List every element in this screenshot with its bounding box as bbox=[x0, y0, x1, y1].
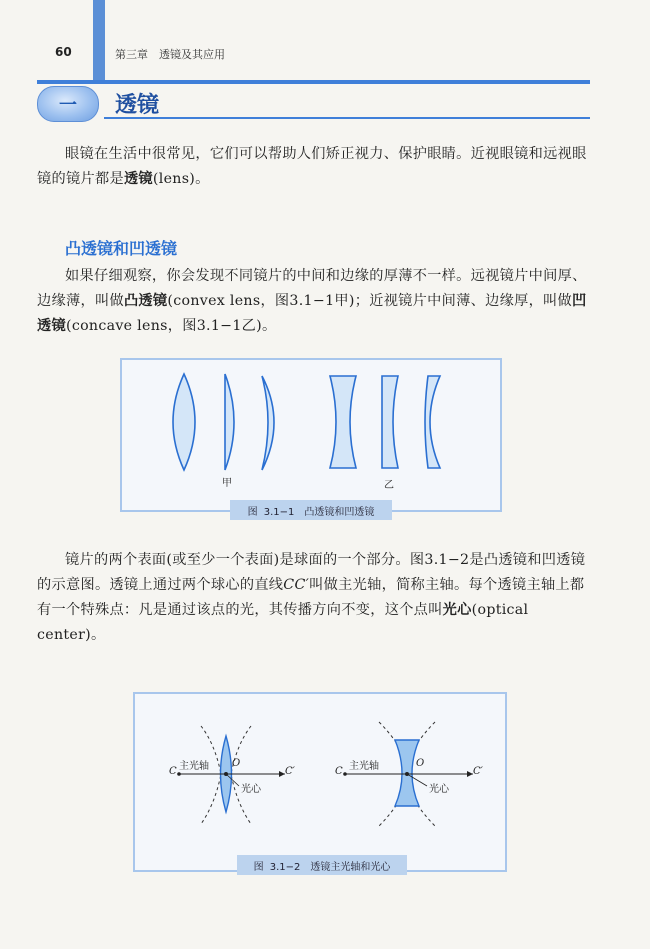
concave-lens-diagram bbox=[343, 722, 473, 826]
figure-optical-axis bbox=[133, 692, 507, 872]
left-c-prime-label: C′ bbox=[285, 766, 295, 777]
term-lens: 透镜 bbox=[123, 171, 153, 187]
plano-convex-lens-shape bbox=[225, 374, 234, 470]
term-optical-center: 光心 bbox=[442, 602, 472, 618]
right-o-label: O bbox=[416, 758, 425, 769]
meniscus-convex-lens-shape bbox=[262, 376, 274, 470]
right-c-prime-label: C′ bbox=[473, 766, 483, 777]
right-c-label: C bbox=[335, 766, 343, 777]
optical-axis-diagram bbox=[135, 694, 505, 870]
lens-shapes-diagram bbox=[122, 360, 500, 510]
subsection-title: 凸透镜和凹透镜 bbox=[65, 239, 178, 258]
intro-text-1: 眼镜在生活中很常见，它们可以帮助人们矫正视力、保护眼睛。近视眼镜和远视眼镜的镜片都是 bbox=[37, 146, 587, 187]
left-axis-label: 主光轴 bbox=[179, 761, 209, 772]
para2-text-3: (concave lens，图3.1−1乙)。 bbox=[65, 318, 277, 334]
figure1-caption: 图 3.1−1 凸透镜和凹透镜 bbox=[230, 500, 392, 520]
label-yi: 乙 bbox=[384, 480, 394, 491]
lens-types-paragraph bbox=[37, 264, 595, 339]
left-center-label: 光心 bbox=[241, 784, 261, 795]
right-axis-label: 主光轴 bbox=[349, 761, 379, 772]
para2-text-1: 如果仔细观察，你会发现不同镜片的中间和边缘的厚薄不一样。远视镜片中间厚、边缘薄，叫做 bbox=[37, 268, 587, 309]
biconcave-lens-shape bbox=[330, 376, 356, 468]
left-c-label: C bbox=[169, 766, 177, 777]
para2-text-2: (convex lens，图3.1−1甲)；近视镜片中间薄、边缘厚，叫做 bbox=[167, 293, 573, 309]
chapter-title: 第三章 透镜及其应用 bbox=[115, 48, 225, 61]
para3-text-1: 镜片的两个表面(或至少一个表面)是球面的一个部分。图3.1−2是凸透镜和凹透镜的示意图。透镜上通过两个球心的直线 bbox=[37, 552, 586, 593]
left-o-label: O bbox=[232, 758, 241, 769]
para3-text-2: 叫做主光轴，简称主轴。每个透镜主轴上都有一个特殊点：凡是通过该点的光，其传播方向不变，这个点叫 bbox=[37, 577, 585, 618]
optical-axis-paragraph bbox=[37, 548, 595, 648]
biconvex-lens-shape bbox=[173, 374, 195, 470]
right-center-label: 光心 bbox=[429, 784, 449, 795]
para3-text-3: (optical center)。 bbox=[37, 602, 529, 643]
header-color-bar bbox=[93, 0, 105, 80]
intro-text-2: (lens)。 bbox=[152, 171, 210, 187]
axis-symbol: CC′ bbox=[283, 577, 310, 593]
section-number-badge: 一 bbox=[37, 86, 99, 122]
section-title: 透镜 bbox=[115, 93, 160, 118]
label-jia: 甲 bbox=[222, 478, 232, 489]
plano-concave-lens-shape bbox=[382, 376, 398, 468]
section-rule-top bbox=[37, 80, 590, 84]
term-concave-lens: 凹透镜 bbox=[37, 293, 587, 334]
convex-lens-diagram bbox=[177, 726, 285, 824]
meniscus-concave-lens-shape bbox=[425, 376, 440, 468]
section-rule-bottom bbox=[104, 117, 590, 119]
figure2-caption: 图 3.1−2 透镜主光轴和光心 bbox=[237, 855, 407, 875]
figure-lens-types bbox=[120, 358, 502, 512]
term-convex-lens: 凸透镜 bbox=[123, 293, 168, 309]
intro-paragraph bbox=[37, 142, 595, 192]
page-number: 60 bbox=[55, 45, 72, 59]
